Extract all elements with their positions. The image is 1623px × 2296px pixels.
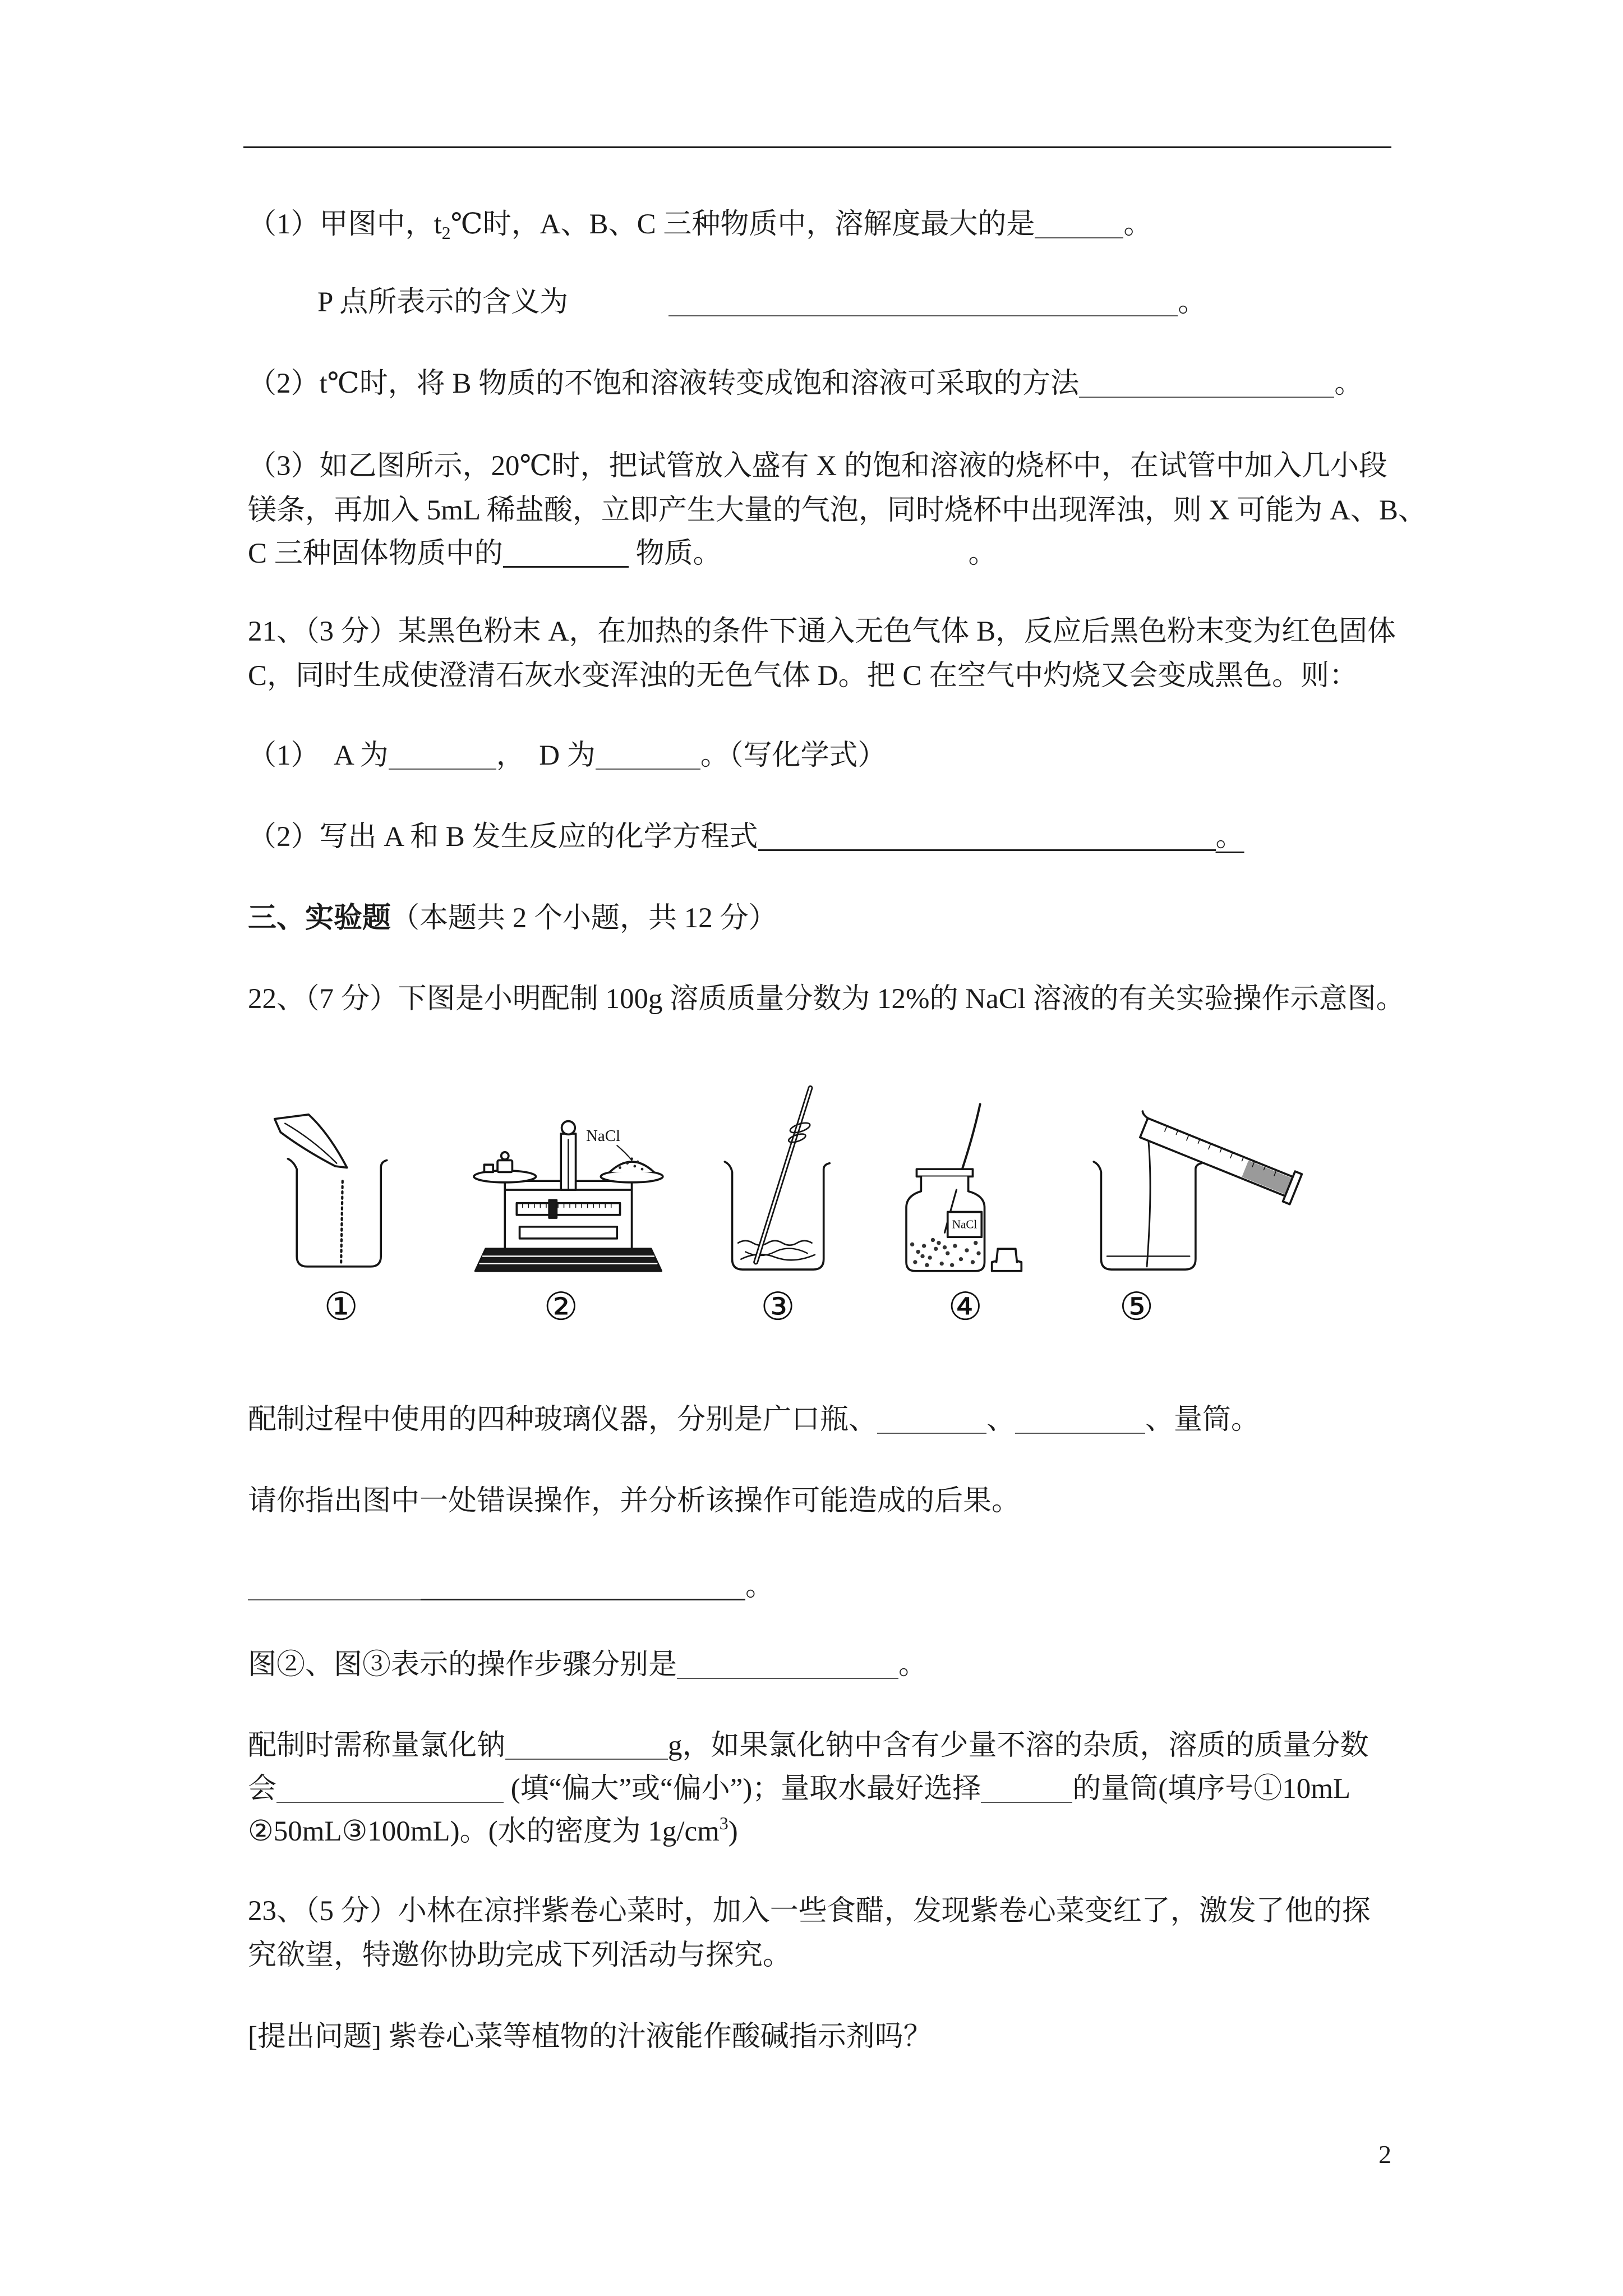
step-label-5: ⑤ <box>1119 1284 1154 1329</box>
q22-error-prompt-text: 请你指出图中一处错误操作，并分析该操作可能造成的后果。 <box>248 1485 1021 1517</box>
q22-stem-text: 22、（7 分）下图是小明配制 100g 溶质质量分数为 12%的 NaCl 溶液的有关实验操作示意图。 <box>248 983 1405 1015</box>
q20-point-p <box>317 288 1206 317</box>
q22-instruments-end: 、量筒。 <box>1145 1404 1260 1435</box>
q22-mass-text-end: ) <box>728 1816 738 1847</box>
answer-blank <box>1015 1427 1145 1434</box>
q22-mass-text: 配制时需称量氯化钠 <box>248 1730 506 1761</box>
step2-balance <box>474 1121 663 1271</box>
answer-blank-equation <box>758 844 1216 851</box>
header-rule <box>243 146 1391 148</box>
q22-steps-text: 图②、图③表示的操作步骤分别是 <box>248 1649 677 1681</box>
answer-blank <box>877 1427 986 1434</box>
period: 。 <box>1178 287 1207 318</box>
section-note: （本题共 2 个小题，共 12 分） <box>391 903 777 934</box>
subscript: 2 <box>441 223 451 243</box>
q22-steps <box>248 1651 927 1680</box>
bottle-label-text: NaCl <box>952 1217 978 1231</box>
period: 。 <box>968 538 997 569</box>
gap <box>722 562 969 563</box>
q20-point-p-text: P 点所表示的含义为 <box>317 287 569 318</box>
q22-mass-text-end: 的量筒(填序号①10mL <box>1072 1773 1351 1805</box>
period: 。 <box>745 1571 774 1602</box>
q22-stem <box>248 985 1405 1014</box>
bottle-stopper <box>992 1249 1022 1271</box>
q23-question-text: [提出问题] 紫卷心菜等植物的汁液能作酸碱指示剂吗？ <box>248 2021 932 2053</box>
q22-mass-line2 <box>248 1775 1350 1803</box>
period: 。 <box>898 1649 928 1681</box>
answer-blank <box>1035 232 1123 238</box>
balance-body <box>505 1190 631 1249</box>
q22-mass-text: 会 <box>248 1773 277 1805</box>
q22-mass-line3 <box>248 1813 738 1849</box>
water-stream <box>1147 1140 1150 1267</box>
q20-part3-line2 <box>248 496 1427 525</box>
swirl <box>745 1249 808 1256</box>
q23-text: 究欲望，特邀你协助完成下列活动与探究。 <box>248 1940 792 1971</box>
q20-part1-text-cont: ℃时，A、B、C 三种物质中，溶解度最大的是 <box>450 209 1035 240</box>
answer-blank <box>668 310 1178 316</box>
graduated-cylinder <box>1131 1110 1302 1204</box>
section-title: 三、实验题 <box>248 903 391 934</box>
q23-question <box>248 2023 932 2051</box>
section-heading <box>248 904 777 933</box>
cylinder-spout <box>1141 1111 1149 1118</box>
answer-blank <box>503 560 629 568</box>
q20-part1 <box>248 210 1152 242</box>
answer-blank <box>677 1672 898 1679</box>
answer-blank <box>276 1796 504 1803</box>
q20-part1-text: （1）甲图中，t <box>248 209 442 240</box>
balance-knob <box>562 1121 575 1135</box>
q21-stem-line2 <box>248 662 1358 691</box>
period: 。 <box>1215 821 1244 853</box>
q22-mass-text-cont: (填“偏大”或“偏小”)；量取水最好选择 <box>504 1773 981 1805</box>
step3-dissolve-stir <box>725 1088 829 1269</box>
q20-part3-line3 <box>248 540 997 568</box>
bottle-mouth <box>916 1169 972 1176</box>
answer-blank-a <box>389 763 496 770</box>
q20-part2 <box>248 370 1363 398</box>
beaker-3 <box>725 1162 829 1269</box>
q20-part2-text: （2）t℃时，将 B 物质的不饱和溶液转变成饱和溶液可采取的方法 <box>248 368 1080 399</box>
undissolved-solid <box>741 1254 815 1260</box>
q22-error-prompt <box>248 1487 1020 1516</box>
answer-blank <box>1079 391 1334 398</box>
q22-mass-text-cont: g，如果氯化钠中含有少量不溶的杂质，溶质的质量分数 <box>668 1730 1369 1761</box>
label-leader <box>617 1145 631 1160</box>
answer-blank <box>981 1796 1072 1803</box>
q20-part3-text-cont: 物质。 <box>628 538 722 569</box>
q23-line1 <box>248 1897 1371 1926</box>
q23-text: 23、（5 分）小林在凉拌紫卷心菜时，加入一些食醋，发现紫卷心菜变红了，激发了他的探 <box>248 1895 1371 1927</box>
weight-large <box>497 1160 512 1172</box>
period: 。 <box>1334 368 1363 399</box>
page-number: 2 <box>1378 2140 1391 2169</box>
answer-blank <box>505 1753 668 1760</box>
q20-part3-text: （3）如乙图所示，20℃时，把试管放入盛有 X 的饱和溶液的烧杯中，在试管中加入几小段 <box>248 450 1387 482</box>
q21-d-label: ， D 为 <box>496 740 596 771</box>
step-labels <box>324 1285 1154 1329</box>
solution-surface <box>738 1241 812 1245</box>
q21-stem-text: 21、（3 分）某黑色粉末 A，在加热的条件下通入无色气体 B，反应后黑色粉末变为红色固体 <box>248 616 1396 647</box>
separator: 、 <box>986 1404 1016 1435</box>
q22-error-answer <box>248 1572 774 1601</box>
step1-pour-solid <box>275 1115 387 1267</box>
q23-line2 <box>248 1941 791 1970</box>
balance-rider <box>549 1200 556 1218</box>
step-label-3: ③ <box>760 1284 795 1329</box>
weight-knob <box>501 1152 509 1159</box>
q22-instruments-text: 配制过程中使用的四种玻璃仪器，分别是广口瓶、 <box>248 1404 878 1435</box>
step-label-1: ① <box>324 1284 358 1329</box>
step-label-4: ④ <box>948 1284 983 1329</box>
answer-blank <box>421 1593 745 1600</box>
q21-part1 <box>248 742 886 770</box>
falling-solid <box>341 1181 343 1263</box>
q21-part1-end: 。（写化学式） <box>700 740 887 771</box>
q22-mass-line1 <box>248 1732 1369 1760</box>
weight-small <box>484 1165 493 1172</box>
q20-part3-text: C 三种固体物质中的 <box>248 538 503 569</box>
period: 。 <box>1123 209 1152 240</box>
experiment-figure <box>222 1078 1343 1358</box>
balance-base <box>476 1249 662 1271</box>
superscript: 3 <box>719 1813 728 1833</box>
q21-part2-text: （2）写出 A 和 B 发生反应的化学方程式 <box>248 821 758 853</box>
q21-a-label: （1） A 为 <box>248 740 389 771</box>
answer-blank <box>248 1594 421 1600</box>
q21-part2 <box>248 823 1244 852</box>
glass-rod-core <box>756 1088 810 1262</box>
step-label-2: ② <box>543 1284 578 1329</box>
q20-part3-line1 <box>248 452 1387 481</box>
balance-nacl-label: NaCl <box>586 1127 621 1145</box>
step5-pour-water <box>1094 1110 1302 1269</box>
balance-panel <box>520 1227 617 1239</box>
beaker-1 <box>288 1159 386 1267</box>
step4-wide-mouth-bottle <box>906 1104 1021 1271</box>
q21-stem-line1 <box>248 618 1396 646</box>
q21-stem-text: C，同时生成使澄清石灰水变浑浊的无色气体 D。把 C 在空气中灼烧又会变成黑色。则： <box>248 660 1358 692</box>
answer-blank-d <box>596 763 700 770</box>
nacl-heap <box>610 1162 654 1172</box>
balance-scale <box>517 1203 620 1215</box>
q22-mass-text: ②50mL③100mL)。(水的密度为 1g/cm <box>248 1816 720 1847</box>
q20-part3-text: 镁条，再加入 5mL 稀盐酸，立即产生大量的气泡，同时烧杯中出现浑浊，则 X 可能为 A、B、 <box>248 495 1427 526</box>
q22-instruments <box>248 1406 1260 1434</box>
